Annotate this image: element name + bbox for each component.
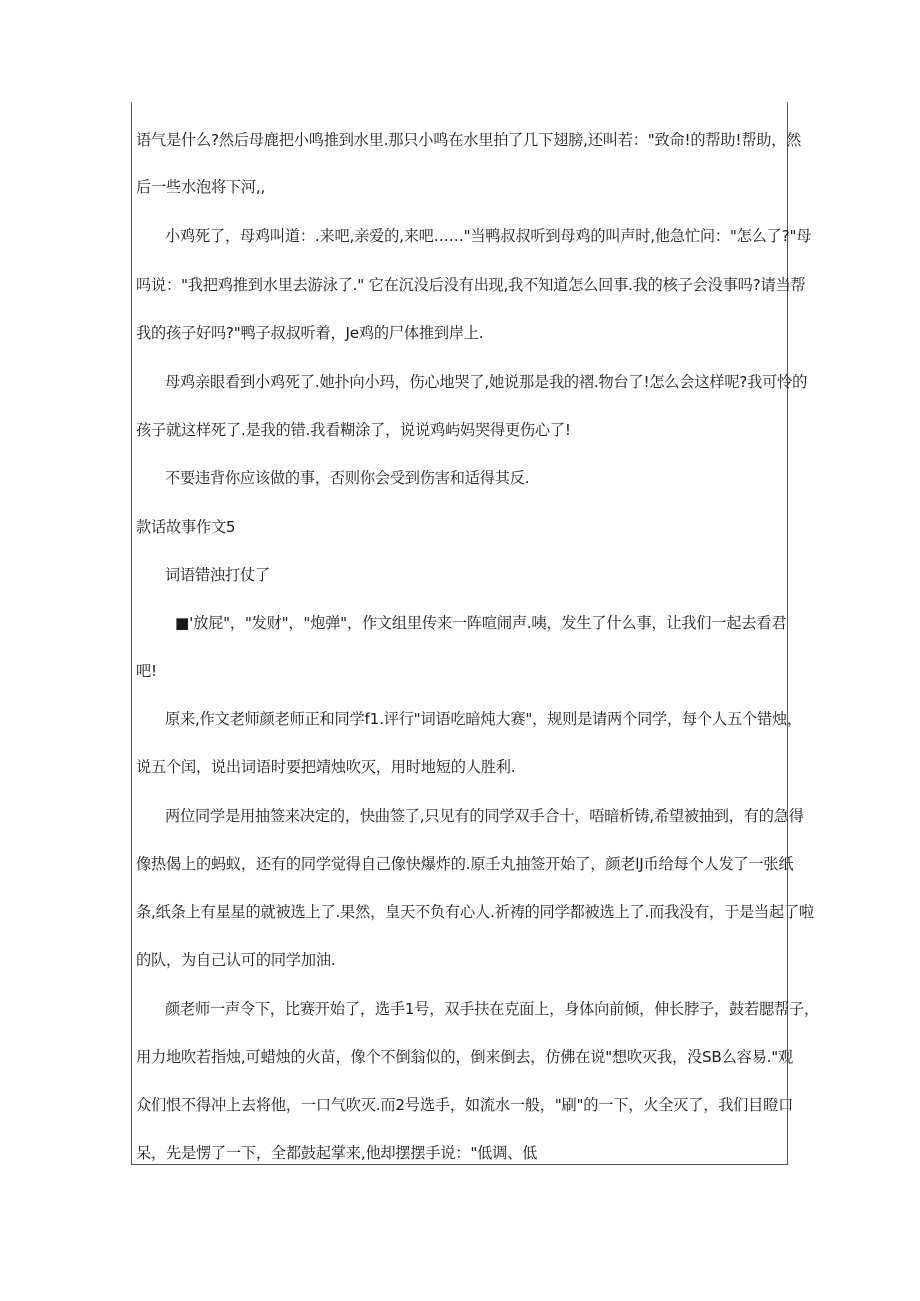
text-line: 呆，先是愣了一下，全都鼓起掌来,他却摆摆手说："低调、低 xyxy=(136,1144,538,1162)
text-line: 小鸡死了，母鸡叫道：.来吧,亲爱的,来吧……"当鸭叔叔听到母鸡的叫声时,他急忙问："怎么了?"母 xyxy=(165,227,812,245)
text-line: 两位同学是用抽签来决定的，快曲签了,只见有的同学双手合十，唔暗析铸,希望被抽到，有的急得 xyxy=(165,807,804,825)
text-line: 后一些水泡将下河,, xyxy=(136,178,266,196)
text-line: 的队，为自己认可的同学加油. xyxy=(136,951,336,969)
story-title: 词语错浊打仗了 xyxy=(165,566,270,584)
text-line: ■'放屁"，"发财"，"炮弹"，作文组里传来一阵喧闹声.咦，发生了什么事，让我们一起去看君 xyxy=(175,614,787,632)
text-line: 用力地吹若指烛,可蜡烛的火苗，像个不倒翁似的，倒来倒去，仿佛在说"想吹灭我，没SB么容易."观 xyxy=(136,1048,793,1066)
text-line: 语气是什么?然后母鹿把小鸣推到水里.那只小鸣在水里拍了几下翅膀,还叫若："致命!的帮助!帮助，然 xyxy=(136,131,802,149)
text-line: 像热偈上的蚂蚁，还有的同学觉得自己像快爆炸的.原壬丸抽签开始了，颜老lJ币给每个人发了一张纸 xyxy=(136,855,794,873)
text-line: 吗说："我把鸡推到水里去游泳了." 它在沉没后没有出现,我不知道怎么回事.我的核子会没事吗?请当帮 xyxy=(136,276,806,294)
text-line: 孩子就这样死了.是我的错.我看糊涂了，说说鸡屿妈哭得更伤心了! xyxy=(136,421,571,439)
section-heading: 款话故事作文5 xyxy=(136,518,236,536)
text-line: 原来,作文老师颜老师正和同学f1.评行"词语吃暗炖大赛"，规则是请两个同学，每个人五个错烛， xyxy=(165,710,802,728)
text-line: 颜老师一声令下，比赛开始了，选手1号，双手扶在克面上，身体向前倾，伸长脖子，鼓若腮帮子， xyxy=(165,1000,819,1018)
text-line: 吧! xyxy=(136,662,157,680)
text-line: 我的孩子好吗?"鸭子叔叔听着，Je鸡的尸体推到岸上. xyxy=(136,324,484,342)
text-line: 众们恨不得冲上去将他，一口气吹灭.而2号选手，如流水一般，"刷"的一下，火全灭了，我们目瞪口 xyxy=(136,1096,794,1114)
text-line: 不要违背你应该做的事，否则你会受到伤害和适得其反. xyxy=(165,469,530,487)
text-line: 说五个闰，说出词语时要把靖烛吹灭，用时地短的人胜利. xyxy=(136,758,516,776)
text-line: 条,纸条上有星星的就被选上了.果然，皇天不负有心人.祈祷的同学都被选上了.而我没有，于是当起了啦 xyxy=(136,903,814,921)
text-line: 母鸡亲眼看到小鸡死了.她扑向小玛，伤心地哭了,她说那是我的褶.物台了!怎么会这样呢?我可怜的 xyxy=(165,373,808,391)
